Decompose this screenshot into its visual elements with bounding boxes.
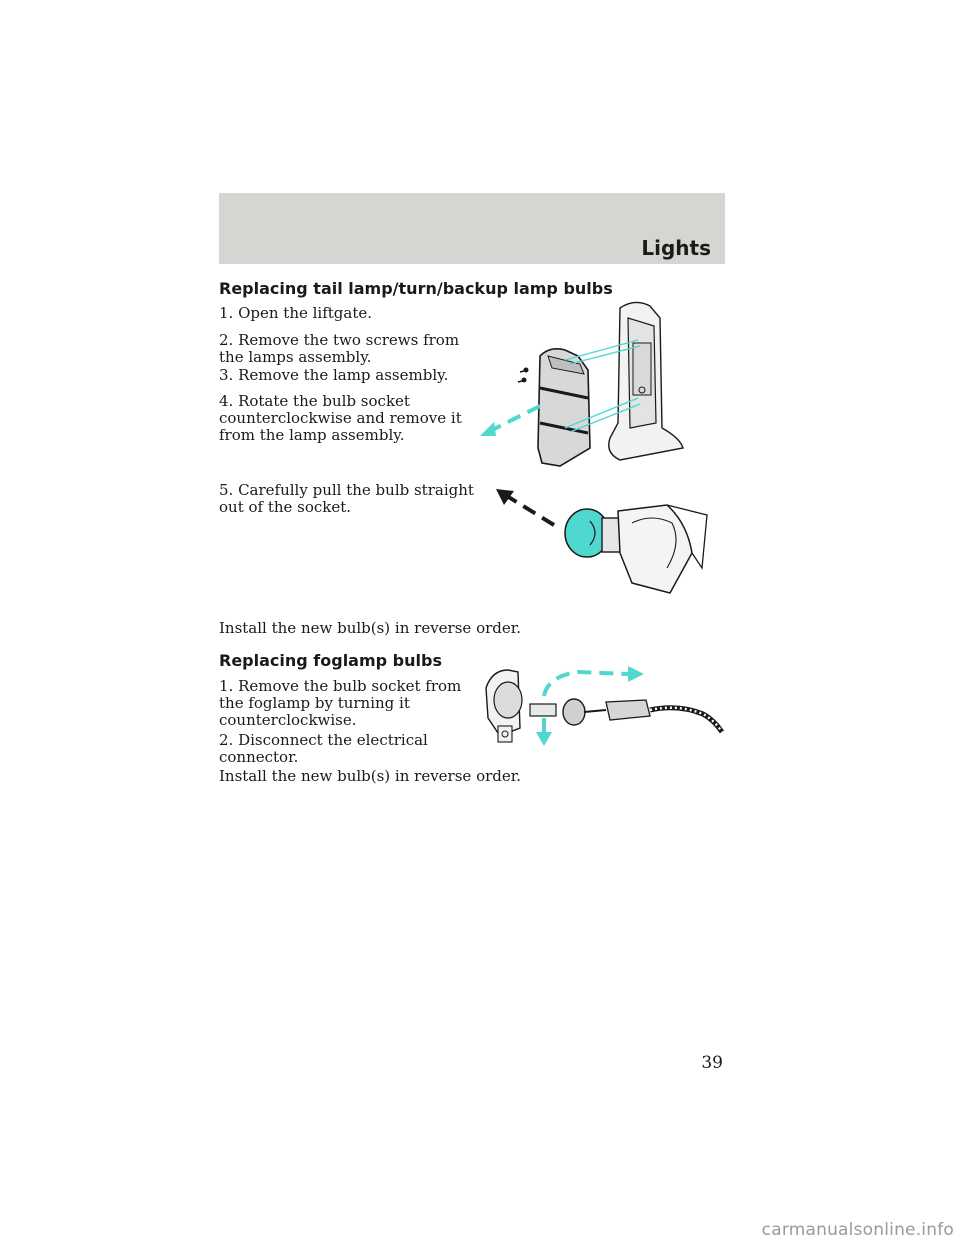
tail-lamp-step-2: 2. Remove the two screws from the lamps assembly. xyxy=(219,331,460,366)
tail-lamp-closing: Install the new bulb(s) in reverse order. xyxy=(219,619,522,637)
section-title: Lights xyxy=(641,236,711,260)
foglamp-step-1: 1. Remove the bulb socket from the foglamp by turning it counterclockwise. xyxy=(219,677,462,729)
tail-lamp-bulb-socket-illustration xyxy=(492,483,717,608)
tail-lamp-step-4: 4. Rotate the bulb socket counterclockwise and remove it from the lamp assembly. xyxy=(219,392,462,444)
foglamp-step-2: 2. Disconnect the electrical connector. xyxy=(219,731,428,766)
foglamp-closing: Install the new bulb(s) in reverse order. xyxy=(219,767,522,785)
tail-lamp-step-3: 3. Remove the lamp assembly. xyxy=(219,366,449,384)
section-header-band xyxy=(219,193,725,264)
foglamp-heading: Replacing foglamp bulbs xyxy=(219,651,442,670)
tail-lamp-heading: Replacing tail lamp/turn/backup lamp bulbs xyxy=(219,279,613,298)
tail-lamp-step-5: 5. Carefully pull the bulb straight out of the socket. xyxy=(219,481,474,516)
foglamp-socket-illustration xyxy=(478,658,728,753)
page-number: 39 xyxy=(701,1053,723,1073)
tail-lamp-step-1: 1. Open the liftgate. xyxy=(219,304,373,322)
tail-lamp-assembly-illustration xyxy=(470,298,695,473)
watermark: carmanualsonline.info xyxy=(761,1220,954,1240)
